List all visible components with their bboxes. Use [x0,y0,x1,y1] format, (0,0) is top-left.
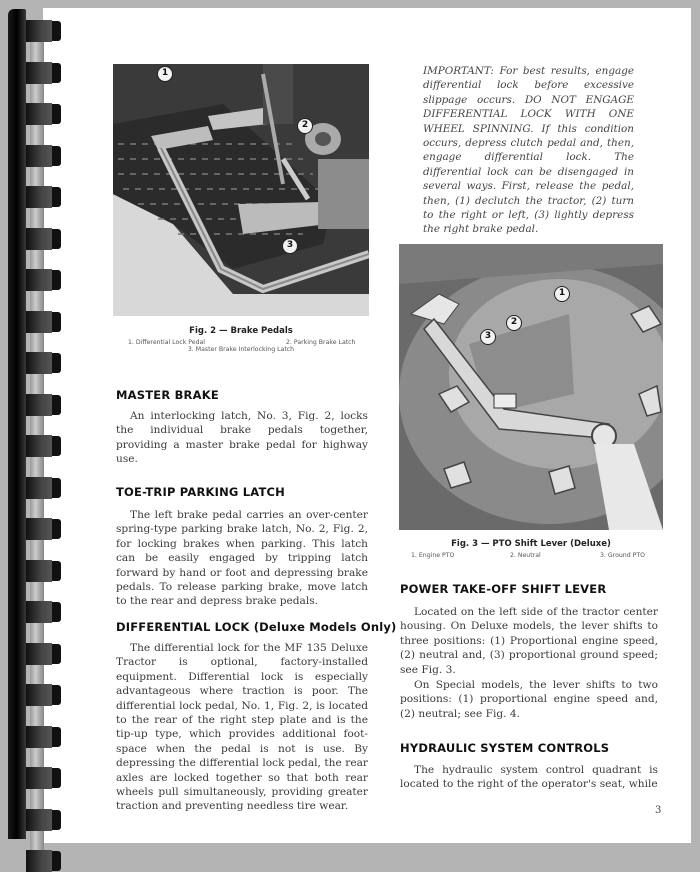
fig2-callout-1: 1 [157,66,173,82]
page-number: 3 [655,805,662,816]
fig2-title: Fig. 2 — Brake Pedals [189,326,293,336]
fig3-item-1: 1. Engine PTO [411,552,455,559]
binding-spine [8,9,26,839]
brake-pedals-photo [113,64,369,316]
fig3-callout-2: 2 [506,315,522,331]
fig2-item-2: 2. Parking Brake Latch [286,339,356,346]
fig2-callout-3: 3 [282,238,298,254]
binding-tooth [26,560,62,582]
para-differential-lock: The differential lock for the MF 135 Deluxe Tractor is optional, factory-installed equipment. Differential lock is especially advantageous where traction is poor. The differential lock pedal, No. 1, Fig. 2, is located to the rear of the right step plate and is the tip-up type, which provides additional foot-space when the pedal is not is use. By depressing the differential lock pedal, the rear axles are locked together so that both rear wheels pull simultaneously, providing greater traction and preventing needless tire wear. [116,642,368,813]
para-pto-shift-lever-2: On Special models, the lever shifts to two positions: (1) proportional engine speed and, (2) neutral; see Fig. 4. [400,679,658,720]
fig3-item-3: 3. Ground PTO [600,552,645,559]
binding-tooth [26,228,62,250]
binding-tooth [26,477,62,499]
binding-tooth [26,269,62,291]
para-pto-shift-lever-1: Located on the left side of the tractor center housing. On Deluxe models, the lever shifts to three positions: (1) Proportional engine speed, (2) neutral and, (3) proportional ground speed; see Fig. 3. [400,606,658,676]
fig2-callout-2: 2 [297,118,313,134]
binding-tooth [26,767,62,789]
binding-tooth [26,726,62,748]
para-hydraulic-system-controls: The hydraulic system control quadrant is located to the right of the operator's seat, while [400,764,658,791]
binding-tooth [26,601,62,623]
binding-tooth [26,394,62,416]
heading-pto-shift-lever: POWER TAKE-OFF SHIFT LEVER [400,582,607,596]
fig2-item-1: 1. Differential Lock Pedal [128,339,206,346]
para-master-brake: An interlocking latch, No. 3, Fig. 2, locks the individual brake pedals together, providing a master brake pedal for highway use. [116,410,368,466]
binding-tooth [26,62,62,84]
binding-tooth [26,145,62,167]
binding-tooth [26,186,62,208]
fig3-title: Fig. 3 — PTO Shift Lever (Deluxe) [451,539,611,549]
binding-tooth [26,20,62,42]
fig2-item-3: 3. Master Brake Interlocking Latch [187,346,295,353]
fig3-callout-3: 3 [480,329,496,345]
heading-hydraulic-system-controls: HYDRAULIC SYSTEM CONTROLS [400,741,610,755]
heading-toe-trip-parking-latch: TOE-TRIP PARKING LATCH [116,485,285,499]
binding-tooth [26,352,62,374]
binding-tooth [26,684,62,706]
binding-tooth [26,435,62,457]
binding-tooth [26,103,62,125]
binding-tooth [26,643,62,665]
pto-shift-lever-photo [399,244,663,530]
binding-tooth [26,850,62,872]
important-note: IMPORTANT: For best results, engage differential lock before excessive slippage occurs. DO NOT ENGAGE DIFFERENTIAL LOCK WITH ONE WHEEL SPINNING. If this condition occurs, depress clutch pedal and, then, engage differential lock. The differential lock can be disengaged in several ways. First, release the pedal, then, (1) declutch the tractor, (2) turn to the right or left, (3) lightly depress the right brake pedal. [423,65,634,236]
para-toe-trip-parking-latch: The left brake pedal carries an over-center spring-type parking brake latch, No. 2, Fig. 2, for locking brakes when parking. This latch can be easily engaged by tripping latch forward by hand or foot and depressing brake pedals. To release parking brake, move latch to the rear and depress brake pedals. [116,509,368,608]
heading-master-brake: MASTER BRAKE [116,388,219,402]
heading-differential-lock: DIFFERENTIAL LOCK (Deluxe Models Only) [116,620,397,634]
binding-tooth [26,518,62,540]
binding-tooth [26,809,62,831]
binding-tooth [26,311,62,333]
fig3-callout-1: 1 [554,286,570,302]
fig3-item-2: 2. Neutral [510,552,541,559]
